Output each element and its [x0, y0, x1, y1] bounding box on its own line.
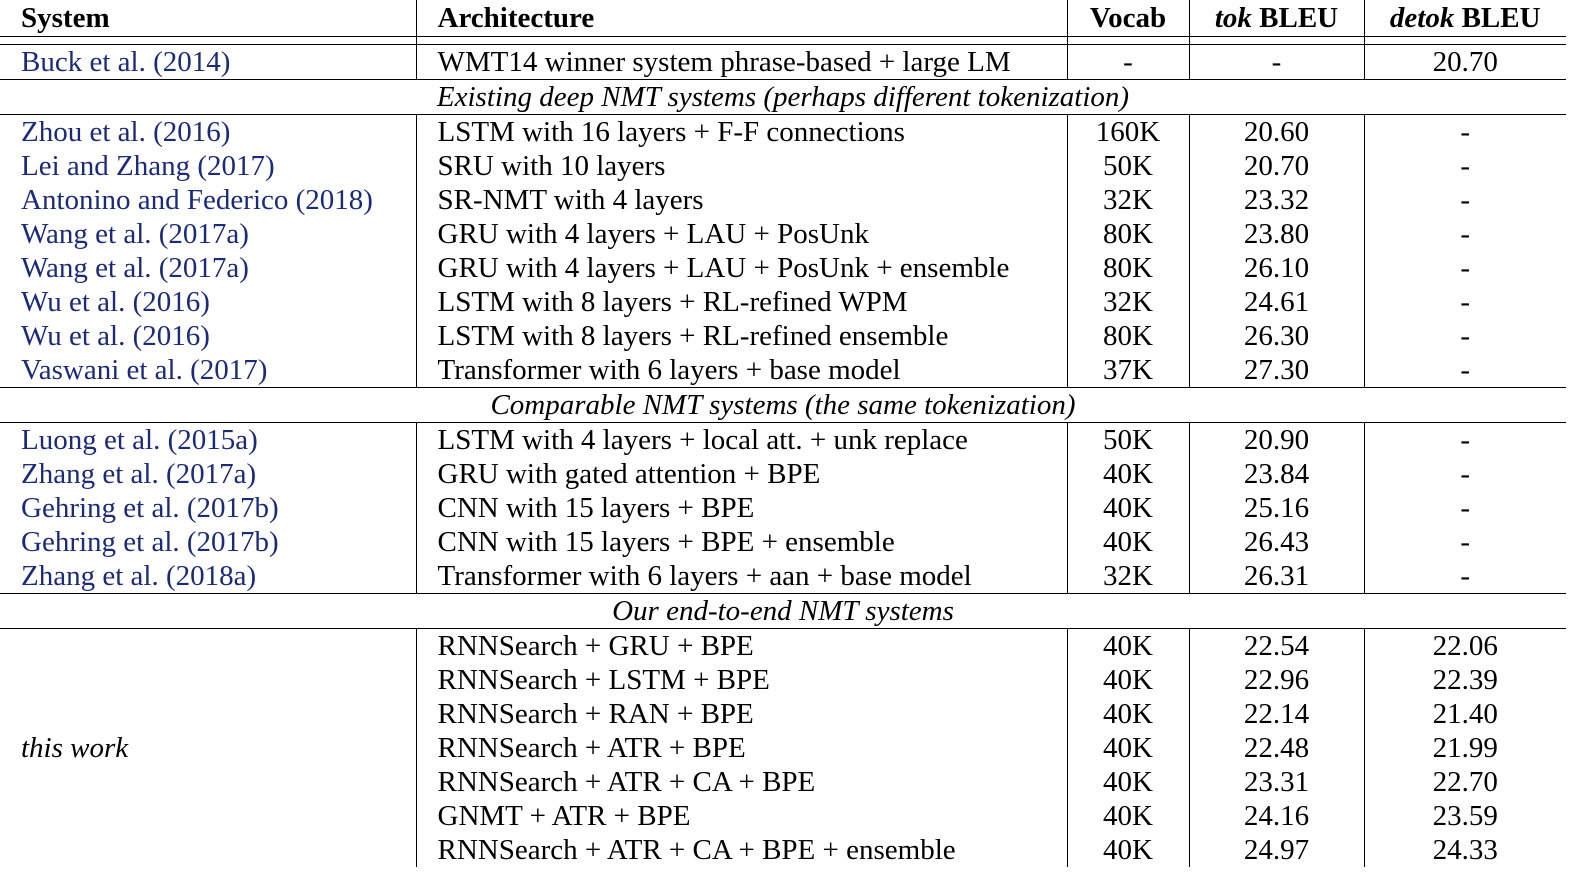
header-detok-bleu — [1364, 0, 1566, 37]
system-cell: Wu et al. (2016) — [21, 320, 210, 352]
vocab-cell: 40K — [1067, 629, 1189, 664]
rule-cell — [1189, 37, 1364, 45]
tok-bleu-cell: 24.61 — [1189, 285, 1364, 319]
vocab-cell: 40K — [1067, 663, 1189, 697]
system-cell: Zhou et al. (2016) — [21, 116, 231, 148]
table-row — [0, 423, 1566, 458]
vocab-cell: 40K — [1067, 525, 1189, 559]
detok-bleu-cell: 23.59 — [1364, 799, 1566, 833]
table-row — [0, 525, 1566, 559]
vocab-cell: 80K — [1067, 251, 1189, 285]
tok-bleu-cell: 20.70 — [1189, 149, 1364, 183]
architecture-cell: RNNSearch + LSTM + BPE — [416, 663, 1067, 697]
architecture-cell: GRU with gated attention + BPE — [416, 457, 1067, 491]
header-tok-rest: BLEU — [1251, 2, 1339, 34]
architecture-cell: LSTM with 8 layers + RL-refined WPM — [416, 285, 1067, 319]
table-row — [0, 149, 1566, 183]
detok-bleu-cell: 21.99 — [1364, 731, 1566, 765]
tok-bleu-cell: 24.16 — [1189, 799, 1364, 833]
section-title: Comparable NMT systems (the same tokenization) — [0, 388, 1566, 423]
vocab-cell: 40K — [1067, 731, 1189, 765]
system-cell: Vaswani et al. (2017) — [21, 354, 268, 386]
table-row — [0, 319, 1566, 353]
detok-bleu-cell: - — [1364, 525, 1566, 559]
tok-bleu-cell: - — [1189, 45, 1364, 80]
architecture-cell: CNN with 15 layers + BPE + ensemble — [416, 525, 1067, 559]
table-row — [0, 353, 1566, 388]
system-cell-this-work: this work — [21, 732, 129, 764]
architecture-cell: CNN with 15 layers + BPE — [416, 491, 1067, 525]
rule-cell — [1364, 37, 1566, 45]
table-row — [0, 251, 1566, 285]
tok-bleu-cell: 23.80 — [1189, 217, 1364, 251]
architecture-cell: RNNSearch + GRU + BPE — [416, 629, 1067, 664]
detok-bleu-cell: 22.06 — [1364, 629, 1566, 664]
tok-bleu-cell: 24.97 — [1189, 833, 1364, 867]
vocab-cell: 32K — [1067, 559, 1189, 594]
tok-bleu-cell: 20.90 — [1189, 423, 1364, 458]
detok-bleu-cell: - — [1364, 319, 1566, 353]
detok-bleu-cell: 21.40 — [1364, 697, 1566, 731]
architecture-cell: GNMT + ATR + BPE — [416, 799, 1067, 833]
architecture-cell: Transformer with 6 layers + base model — [416, 353, 1067, 388]
architecture-cell: RNNSearch + ATR + CA + BPE + ensemble — [416, 833, 1067, 867]
header-system: System — [21, 2, 110, 34]
vocab-cell: 32K — [1067, 285, 1189, 319]
header-detok-em: detok — [1389, 2, 1455, 34]
tok-bleu-cell: 23.31 — [1189, 765, 1364, 799]
architecture-cell: SRU with 10 layers — [416, 149, 1067, 183]
architecture-cell: GRU with 4 layers + LAU + PosUnk + ensemble — [416, 251, 1067, 285]
detok-bleu-cell: - — [1364, 423, 1566, 458]
vocab-cell: 80K — [1067, 319, 1189, 353]
tok-bleu-cell: 25.16 — [1189, 491, 1364, 525]
tok-bleu-cell: 20.60 — [1189, 115, 1364, 150]
detok-bleu-cell: 22.39 — [1364, 663, 1566, 697]
tok-bleu-cell: 22.14 — [1189, 697, 1364, 731]
detok-bleu-cell: - — [1364, 559, 1566, 594]
detok-bleu-cell: - — [1364, 183, 1566, 217]
vocab-cell: 50K — [1067, 423, 1189, 458]
tok-bleu-cell: 26.31 — [1189, 559, 1364, 594]
system-cell: Antonino and Federico (2018) — [21, 184, 373, 216]
rule-cell — [416, 37, 1067, 45]
header-detok-rest: BLEU — [1454, 2, 1541, 34]
tok-bleu-cell: 23.32 — [1189, 183, 1364, 217]
architecture-cell: LSTM with 16 layers + F-F connections — [416, 115, 1067, 150]
vocab-cell: 32K — [1067, 183, 1189, 217]
tok-bleu-cell: 26.43 — [1189, 525, 1364, 559]
header-double-rule — [0, 37, 1566, 45]
section-header-row — [0, 80, 1566, 115]
table-row — [0, 629, 1566, 664]
system-cell: Luong et al. (2015a) — [21, 424, 258, 456]
header-tok-em: tok — [1214, 2, 1252, 34]
detok-bleu-cell: - — [1364, 149, 1566, 183]
system-cell: Wu et al. (2016) — [21, 286, 210, 318]
detok-bleu-cell: - — [1364, 115, 1566, 150]
vocab-cell: 50K — [1067, 149, 1189, 183]
tok-bleu-cell: 27.30 — [1189, 353, 1364, 388]
header-architecture: Architecture — [416, 0, 1067, 37]
vocab-cell: 40K — [1067, 765, 1189, 799]
tok-bleu-cell: 22.54 — [1189, 629, 1364, 664]
table-row — [0, 115, 1566, 150]
table-row — [0, 45, 1566, 80]
tok-bleu-cell: 26.30 — [1189, 319, 1364, 353]
section-title: Our end-to-end NMT systems — [0, 594, 1566, 629]
vocab-cell: 40K — [1067, 491, 1189, 525]
header-row — [0, 0, 1566, 37]
detok-bleu-cell: - — [1364, 353, 1566, 388]
section-header-row — [0, 594, 1566, 629]
architecture-cell: RNNSearch + RAN + BPE — [416, 697, 1067, 731]
architecture-cell: GRU with 4 layers + LAU + PosUnk — [416, 217, 1067, 251]
system-cell: Lei and Zhang (2017) — [21, 150, 275, 182]
tok-bleu-cell: 23.84 — [1189, 457, 1364, 491]
tok-bleu-cell: 22.96 — [1189, 663, 1364, 697]
section-title: Existing deep NMT systems (perhaps different tokenization) — [0, 80, 1566, 115]
system-cell: Wang et al. (2017a) — [21, 252, 249, 284]
detok-bleu-cell: - — [1364, 217, 1566, 251]
header-vocab: Vocab — [1067, 0, 1189, 37]
vocab-cell: - — [1067, 45, 1189, 80]
table-body — [0, 37, 1566, 868]
header-tok-bleu — [1189, 0, 1364, 37]
architecture-cell: RNNSearch + ATR + BPE — [416, 731, 1067, 765]
detok-bleu-cell: 24.33 — [1364, 833, 1566, 867]
section-header-row — [0, 388, 1566, 423]
tok-bleu-cell: 26.10 — [1189, 251, 1364, 285]
detok-bleu-cell: - — [1364, 457, 1566, 491]
detok-bleu-cell: - — [1364, 285, 1566, 319]
table-row — [0, 559, 1566, 594]
system-cell: Gehring et al. (2017b) — [21, 492, 279, 524]
system-cell: Zhang et al. (2018a) — [21, 560, 257, 592]
vocab-cell: 40K — [1067, 457, 1189, 491]
architecture-cell: WMT14 winner system phrase-based + large LM — [416, 45, 1067, 80]
rule-cell — [1067, 37, 1189, 45]
table-row — [0, 285, 1566, 319]
vocab-cell: 160K — [1067, 115, 1189, 150]
rule-cell — [0, 37, 416, 45]
system-cell: Wang et al. (2017a) — [21, 218, 249, 250]
table-row — [0, 491, 1566, 525]
system-cell: Zhang et al. (2017a) — [21, 458, 257, 490]
table-row — [0, 217, 1566, 251]
detok-bleu-cell: - — [1364, 251, 1566, 285]
architecture-cell: RNNSearch + ATR + CA + BPE — [416, 765, 1067, 799]
table-row — [0, 183, 1566, 217]
detok-bleu-cell: - — [1364, 491, 1566, 525]
vocab-cell: 80K — [1067, 217, 1189, 251]
vocab-cell: 40K — [1067, 799, 1189, 833]
vocab-cell: 37K — [1067, 353, 1189, 388]
system-cell: Buck et al. (2014) — [21, 46, 231, 78]
table-row — [0, 457, 1566, 491]
tok-bleu-cell: 22.48 — [1189, 731, 1364, 765]
vocab-cell: 40K — [1067, 697, 1189, 731]
architecture-cell: LSTM with 8 layers + RL-refined ensemble — [416, 319, 1067, 353]
detok-bleu-cell: 22.70 — [1364, 765, 1566, 799]
vocab-cell: 40K — [1067, 833, 1189, 867]
architecture-cell: LSTM with 4 layers + local att. + unk replace — [416, 423, 1067, 458]
architecture-cell: Transformer with 6 layers + aan + base model — [416, 559, 1067, 594]
detok-bleu-cell: 20.70 — [1364, 45, 1566, 80]
architecture-cell: SR-NMT with 4 layers — [416, 183, 1067, 217]
system-cell: Gehring et al. (2017b) — [21, 526, 279, 558]
